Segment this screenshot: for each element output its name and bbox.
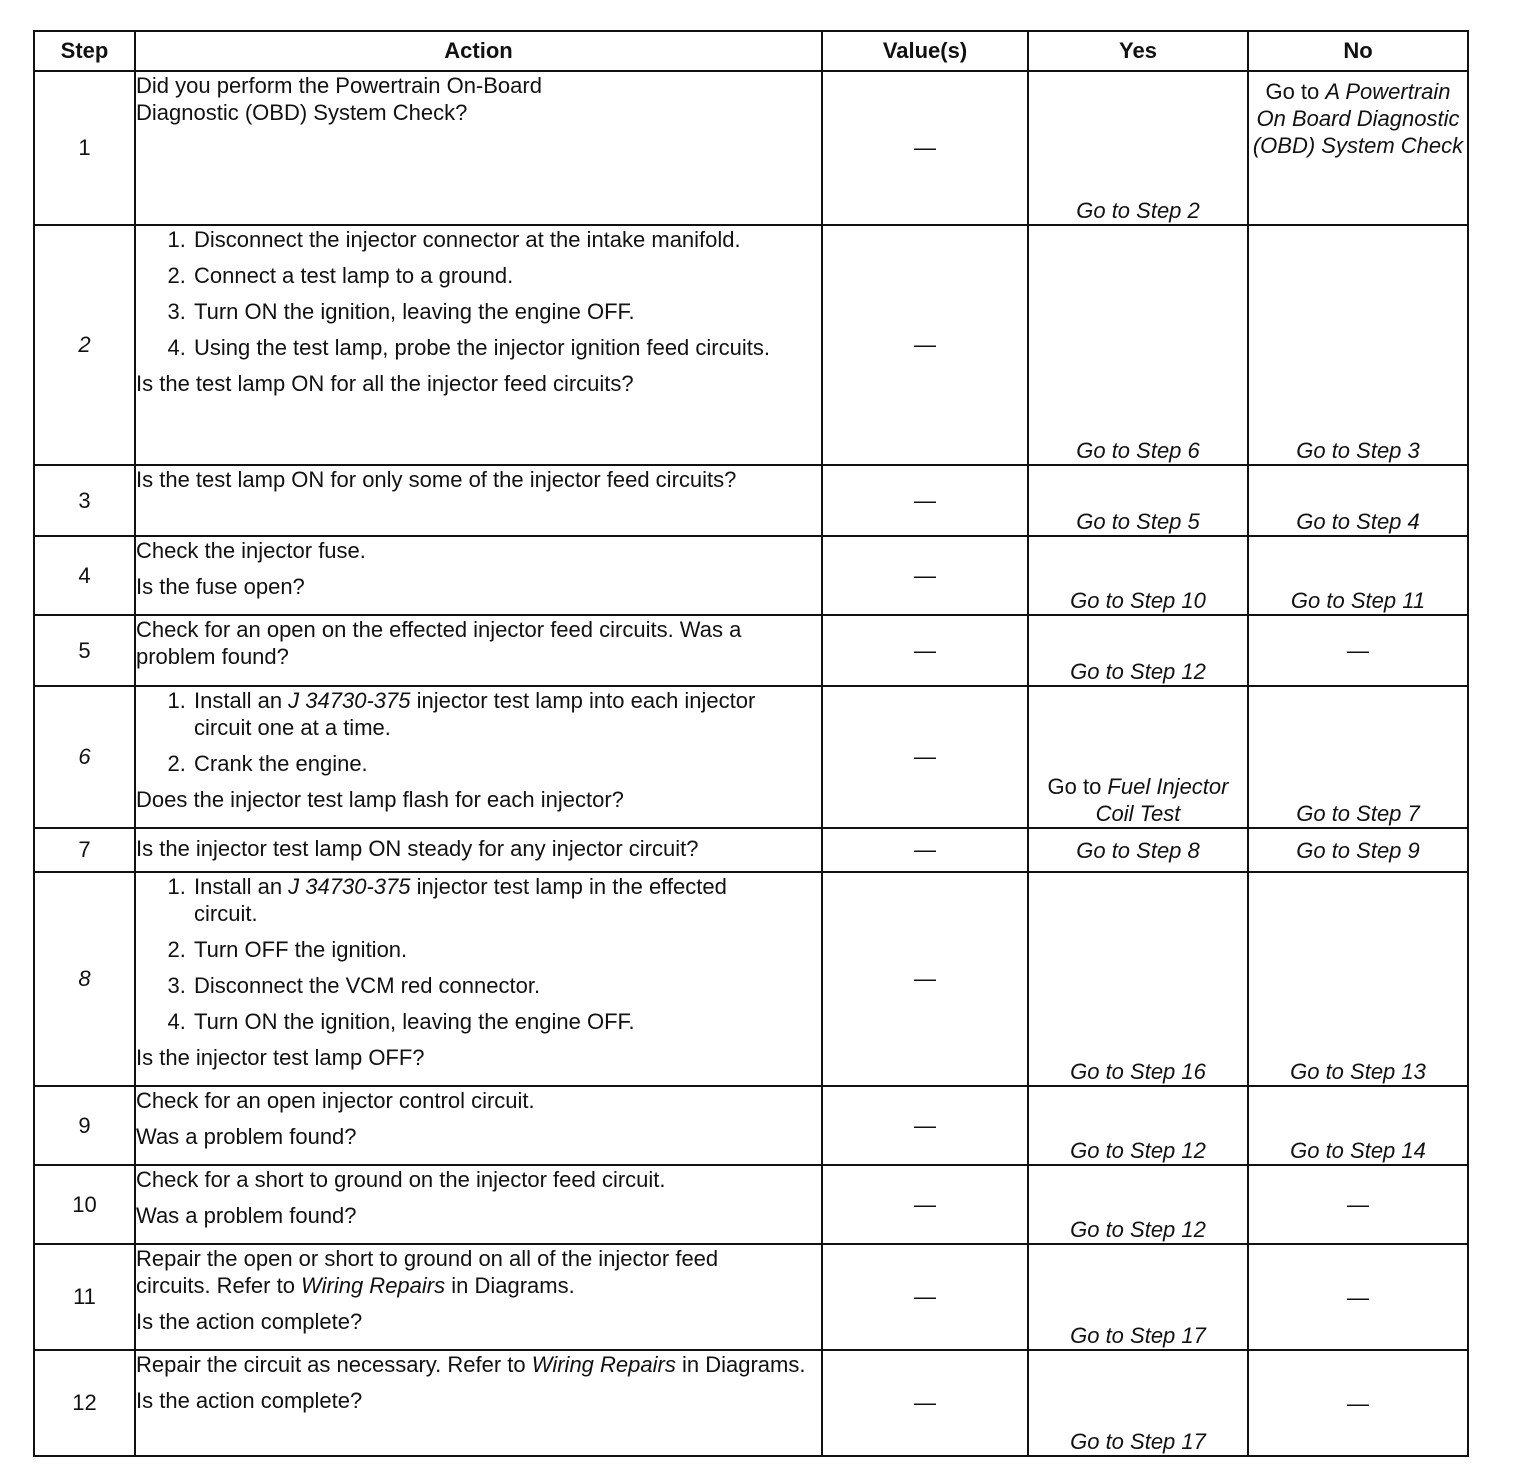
value-cell: —: [822, 828, 1028, 872]
table-row: [34, 225, 1468, 465]
action-question: Is the test lamp ON for all the injector feed circuits?: [136, 371, 634, 396]
action-text: Is the test lamp ON for only some of the injector feed circuits?: [136, 467, 737, 492]
action-steps: [136, 226, 821, 361]
yes-cell: Go to Step 16: [1028, 872, 1248, 1086]
action-step: 2. Turn OFF the ignition.: [192, 936, 761, 963]
yes-cell: Go to Step 17: [1028, 1244, 1248, 1350]
action-cell: [135, 686, 822, 828]
no-cell: —: [1248, 615, 1468, 686]
value-cell: —: [822, 1350, 1028, 1456]
header-step: Step: [34, 31, 135, 71]
action-cell: [135, 1244, 822, 1350]
action-text: Is the injector test lamp ON steady for any injector circuit?: [136, 836, 699, 861]
table-row: [34, 1086, 1468, 1165]
value-cell: —: [822, 872, 1028, 1086]
action-steps: [136, 873, 821, 1035]
action-step: 2. Crank the engine.: [192, 750, 801, 777]
yes-cell: Go to Step 12: [1028, 615, 1248, 686]
step-number: 8: [34, 872, 135, 1086]
action-text: [136, 1245, 821, 1299]
table-row: [34, 465, 1468, 536]
step-number: 11: [34, 1244, 135, 1350]
table-row: [34, 71, 1468, 225]
value-cell: —: [822, 71, 1028, 225]
action-question: Is the fuse open?: [136, 574, 305, 599]
value-cell: —: [822, 615, 1028, 686]
no-cell: —: [1248, 1244, 1468, 1350]
action-step: [192, 873, 761, 927]
action-step: 4. Using the test lamp, probe the injector ignition feed circuits.: [192, 334, 821, 361]
value-cell: —: [822, 225, 1028, 465]
text-part: in Diagrams.: [445, 1273, 575, 1298]
action-text: Check for an open on the effected injector feed circuits. Was a problem found?: [136, 617, 742, 669]
action-text: Check for an open injector control circuit.: [136, 1088, 535, 1113]
value-cell: —: [822, 1086, 1028, 1165]
action-cell: [135, 536, 822, 615]
tool-name: J 34730-375: [288, 688, 411, 713]
header-yes: Yes: [1028, 31, 1248, 71]
yes-cell: Go to Step 8: [1028, 828, 1248, 872]
wiring-repairs-ref: Wiring Repairs: [531, 1352, 676, 1377]
value-cell: —: [822, 465, 1028, 536]
action-text: [136, 1351, 821, 1378]
step-number: 2: [34, 225, 135, 465]
action-cell: [135, 71, 822, 225]
action-question: Does the injector test lamp flash for each injector?: [136, 787, 624, 812]
step-text: injector test lamp into each injector circuit one at a time.: [194, 688, 756, 740]
step-text: injector test lamp in the effected circuit.: [194, 874, 727, 926]
action-cell: [135, 872, 822, 1086]
yes-link: Fuel Injector Coil Test: [1095, 774, 1229, 826]
yes-cell: Go to Step 10: [1028, 536, 1248, 615]
step-text: Install an: [194, 688, 289, 713]
header-no: No: [1248, 31, 1468, 71]
no-cell: —: [1248, 1165, 1468, 1244]
no-cell: Go to Step 11: [1248, 536, 1468, 615]
yes-cell: Go to Step 5: [1028, 465, 1248, 536]
step-number: 3: [34, 465, 135, 536]
action-cell: [135, 1350, 822, 1456]
wiring-repairs-ref: Wiring Repairs: [301, 1273, 446, 1298]
action-question: Was a problem found?: [136, 1124, 357, 1149]
action-cell: [135, 465, 822, 536]
table-row: [34, 1165, 1468, 1244]
action-text: Check the injector fuse.: [136, 538, 366, 563]
action-question: Is the action complete?: [136, 1309, 363, 1334]
step-number: 1: [34, 71, 135, 225]
no-cell: Go to Step 4: [1248, 465, 1468, 536]
action-steps: [136, 687, 821, 777]
action-text: Check for a short to ground on the injector feed circuit.: [136, 1167, 666, 1192]
action-step: 3. Turn ON the ignition, leaving the engine OFF.: [192, 298, 821, 325]
step-text: Install an: [194, 874, 289, 899]
table-row: [34, 872, 1468, 1086]
value-cell: —: [822, 686, 1028, 828]
step-number: 5: [34, 615, 135, 686]
yes-cell: Go to Step 6: [1028, 225, 1248, 465]
header-row: [34, 31, 1468, 71]
header-values: Value(s): [822, 31, 1028, 71]
text-part: in Diagrams.: [675, 1352, 806, 1377]
yes-prefix: Go to: [1047, 774, 1108, 799]
action-question: Was a problem found?: [136, 1203, 357, 1228]
action-cell: [135, 1165, 822, 1244]
no-link: A Powertrain On Board Diagnostic (OBD) System Check: [1252, 79, 1464, 158]
step-number: 9: [34, 1086, 135, 1165]
step-number: 7: [34, 828, 135, 872]
step-number: 10: [34, 1165, 135, 1244]
action-text: Did you perform the Powertrain On-Board Diagnostic (OBD) System Check?: [136, 73, 542, 125]
step-number: 4: [34, 536, 135, 615]
action-cell: [135, 828, 822, 872]
no-cell: Go to Step 3: [1248, 225, 1468, 465]
no-cell: Go to Step 7: [1248, 686, 1468, 828]
yes-cell: Go to Step 2: [1028, 71, 1248, 225]
yes-cell: Go to Step 12: [1028, 1165, 1248, 1244]
action-step: 2. Connect a test lamp to a ground.: [192, 262, 821, 289]
diagnostic-table: [33, 30, 1469, 1457]
action-step: [192, 687, 801, 741]
action-cell: [135, 615, 822, 686]
text-part: Repair the circuit as necessary. Refer to: [136, 1352, 532, 1377]
action-cell: [135, 1086, 822, 1165]
no-cell: Go to Step 14: [1248, 1086, 1468, 1165]
action-step: 3. Disconnect the VCM red connector.: [192, 972, 761, 999]
table-row: [34, 536, 1468, 615]
table-row: [34, 828, 1468, 872]
no-prefix: Go to: [1265, 79, 1326, 104]
action-step: 1. Disconnect the injector connector at the intake manifold.: [192, 226, 821, 253]
table-row: [34, 686, 1468, 828]
table-row: [34, 1350, 1468, 1456]
table-row: [34, 1244, 1468, 1350]
value-cell: —: [822, 1165, 1028, 1244]
no-cell: Go to Step 9: [1248, 828, 1468, 872]
step-number: 6: [34, 686, 135, 828]
value-cell: —: [822, 536, 1028, 615]
action-cell: [135, 225, 822, 465]
yes-cell: [1028, 686, 1248, 828]
action-step: 4. Turn ON the ignition, leaving the engine OFF.: [192, 1008, 761, 1035]
yes-cell: Go to Step 17: [1028, 1350, 1248, 1456]
value-cell: —: [822, 1244, 1028, 1350]
header-action: Action: [135, 31, 822, 71]
text-part: Repair the open or short to ground on all of the injector feed circuits. Refer to: [136, 1246, 719, 1298]
tool-name: J 34730-375: [288, 874, 411, 899]
yes-cell: Go to Step 12: [1028, 1086, 1248, 1165]
no-cell: Go to Step 13: [1248, 872, 1468, 1086]
table-row: [34, 615, 1468, 686]
action-question: Is the action complete?: [136, 1388, 363, 1413]
no-cell: [1248, 71, 1468, 225]
step-number: 12: [34, 1350, 135, 1456]
action-question: Is the injector test lamp OFF?: [136, 1045, 425, 1070]
no-cell: —: [1248, 1350, 1468, 1456]
